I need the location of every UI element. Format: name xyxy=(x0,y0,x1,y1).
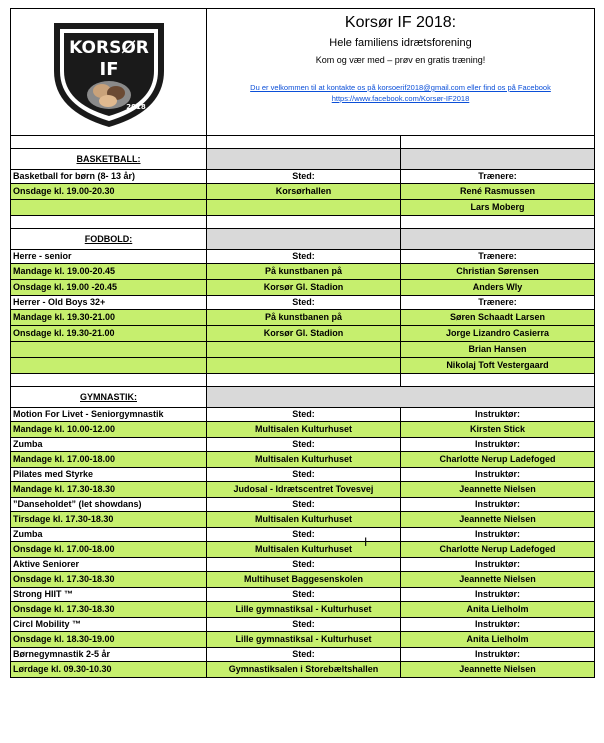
schedule-place: På kunstbanen på xyxy=(207,310,401,326)
header-text-cell xyxy=(207,9,595,136)
schedule-row xyxy=(11,662,595,678)
place-header: Sted: xyxy=(207,170,401,184)
schedule-place: Lille gymnastiksal - Kulturhuset xyxy=(207,602,401,618)
coach-name: Brian Hansen xyxy=(401,342,595,358)
place-header: Sted: xyxy=(207,528,401,542)
section-title: GYMNASTIK: xyxy=(11,387,207,408)
group-row xyxy=(11,408,595,422)
schedule-place: Multisalen Kulturhuset xyxy=(207,452,401,468)
schedule-time: Onsdage kl. 17.00-18.00 xyxy=(11,542,207,558)
schedule-row xyxy=(11,572,595,588)
group-name: Circl Mobility ™ xyxy=(11,618,207,632)
section-fodbold xyxy=(11,229,595,250)
schedule-row xyxy=(11,264,595,280)
schedule-row xyxy=(11,200,595,216)
instructor-header: Instruktør: xyxy=(401,498,595,512)
text-cursor-icon: I xyxy=(364,535,368,549)
schedule-time: Mandage kl. 19.00-20.45 xyxy=(11,264,207,280)
instructor-name: Charlotte Nerup Ladefoged xyxy=(401,542,595,558)
group-name: Motion For Livet - Seniorgymnastik xyxy=(11,408,207,422)
instructor-header: Instruktør: xyxy=(401,528,595,542)
place-header: Sted: xyxy=(207,588,401,602)
instructor-header: Instruktør: xyxy=(401,588,595,602)
schedule-row xyxy=(11,280,595,296)
schedule-place: Multisalen Kulturhuset xyxy=(207,542,401,558)
place-header: Sted: xyxy=(207,438,401,452)
schedule-row xyxy=(11,184,595,200)
group-row xyxy=(11,468,595,482)
group-row xyxy=(11,296,595,310)
group-row xyxy=(11,498,595,512)
gymnastik-rows xyxy=(11,408,595,678)
group-name: Herre - senior xyxy=(11,250,207,264)
schedule-place: Korsørhallen xyxy=(207,184,401,200)
instructor-name: Jeannette Nielsen xyxy=(401,512,595,528)
schedule-place: På kunstbanen på xyxy=(207,264,401,280)
contact-link[interactable]: Du er velkommen til at kontakte os på korsoerif2018@gmail.com eller find os på Facebook xyxy=(250,83,551,92)
group-name: Aktive Seniorer xyxy=(11,558,207,572)
section-title: BASKETBALL: xyxy=(11,149,207,170)
schedule-row xyxy=(11,422,595,438)
group-row xyxy=(11,558,595,572)
schedule-time: Onsdage kl. 18.30-19.00 xyxy=(11,632,207,648)
group-row xyxy=(11,250,595,264)
group-name: Børnegymnastik 2-5 år xyxy=(11,648,207,662)
group-name: Pilates med Styrke xyxy=(11,468,207,482)
coach-name: Anders Wly xyxy=(401,280,595,296)
schedule-row xyxy=(11,542,595,558)
group-name: Herrer - Old Boys 32+ xyxy=(11,296,207,310)
logo-text-bottom: IF xyxy=(99,58,118,80)
instructor-name: Anita Lielholm xyxy=(401,602,595,618)
schedule-place: Gymnastiksalen i Storebæltshallen xyxy=(207,662,401,678)
place-header: Sted: xyxy=(207,648,401,662)
group-row xyxy=(11,438,595,452)
schedule-place: Multisalen Kulturhuset xyxy=(207,422,401,438)
page-title: Korsør IF 2018: xyxy=(344,14,457,31)
instructor-name: Jeannette Nielsen xyxy=(401,572,595,588)
schedule-time: Onsdage kl. 19.30-21.00 xyxy=(11,326,207,342)
instructor-name: Charlotte Nerup Ladefoged xyxy=(401,452,595,468)
instructor-name: Jeannette Nielsen xyxy=(401,482,595,498)
instructor-header: Instruktør: xyxy=(401,618,595,632)
group-row xyxy=(11,528,595,542)
group-name: Zumba xyxy=(11,528,207,542)
instructor-header: Instruktør: xyxy=(401,438,595,452)
instructor-name: Jeannette Nielsen xyxy=(401,662,595,678)
coach-name: René Rasmussen xyxy=(401,184,595,200)
group-name: Zumba xyxy=(11,438,207,452)
coach-name: Nikolaj Toft Vestergaard xyxy=(401,358,595,374)
schedule-row xyxy=(11,310,595,326)
place-header: Sted: xyxy=(207,296,401,310)
spacer-row xyxy=(11,374,595,387)
logo-year: 2018 xyxy=(125,102,146,111)
logo-text-top: KORSØR xyxy=(68,37,149,58)
schedule-place: Judosal - Idrætscentret Tovesvej xyxy=(207,482,401,498)
group-name: Basketball for børn (8- 13 år) xyxy=(11,170,207,184)
coach-header: Trænere: xyxy=(401,296,595,310)
group-row xyxy=(11,618,595,632)
spacer-row xyxy=(11,136,595,149)
schedule-time: Onsdage kl. 17.30-18.30 xyxy=(11,602,207,618)
group-name: ”Danseholdet” (let showdans) xyxy=(11,498,207,512)
schedule-place: Multisalen Kulturhuset xyxy=(207,512,401,528)
schedule-row xyxy=(11,632,595,648)
instructor-header: Instruktør: xyxy=(401,648,595,662)
schedule-time: Mandage kl. 17.30-18.30 xyxy=(11,482,207,498)
group-row xyxy=(11,170,595,184)
schedule-row xyxy=(11,342,595,358)
schedule-row xyxy=(11,326,595,342)
club-logo xyxy=(44,11,174,131)
schedule-row xyxy=(11,358,595,374)
place-header: Sted: xyxy=(207,558,401,572)
place-header: Sted: xyxy=(207,618,401,632)
schedule-time: Mandage kl. 19.30-21.00 xyxy=(11,310,207,326)
coach-name: Jorge Lizandro Casierra xyxy=(401,326,595,342)
coach-name: Søren Schaadt Larsen xyxy=(401,310,595,326)
schedule-row xyxy=(11,512,595,528)
schedule-place: Korsør Gl. Stadion xyxy=(207,280,401,296)
instructor-header: Instruktør: xyxy=(401,558,595,572)
schedule-row xyxy=(11,452,595,468)
schedule-time: Mandage kl. 10.00-12.00 xyxy=(11,422,207,438)
schedule-time: Onsdage kl. 19.00 -20.45 xyxy=(11,280,207,296)
group-row xyxy=(11,588,595,602)
facebook-link[interactable]: https://www.facebook.com/Korsør-IF2018 xyxy=(331,94,470,103)
instructor-name: Kirsten Stick xyxy=(401,422,595,438)
schedule-row xyxy=(11,482,595,498)
place-header: Sted: xyxy=(207,408,401,422)
schedule-place: Multihuset Baggesenskolen xyxy=(207,572,401,588)
page-slogan: Kom og vær med – prøv en gratis træning! xyxy=(315,55,486,65)
coach-name: Christian Sørensen xyxy=(401,264,595,280)
page-subtitle: Hele familiens idrætsforening xyxy=(329,37,472,49)
group-row xyxy=(11,648,595,662)
schedule-time: Onsdage kl. 17.30-18.30 xyxy=(11,572,207,588)
schedule-time: Lørdage kl. 09.30-10.30 xyxy=(11,662,207,678)
instructor-header: Instruktør: xyxy=(401,408,595,422)
schedule-row xyxy=(11,602,595,618)
place-header: Sted: xyxy=(207,468,401,482)
section-basketball xyxy=(11,149,595,170)
place-header: Sted: xyxy=(207,250,401,264)
section-title: FODBOLD: xyxy=(11,229,207,250)
section-gymnastik xyxy=(11,387,595,408)
coach-header: Trænere: xyxy=(401,250,595,264)
instructor-name: Anita Lielholm xyxy=(401,632,595,648)
coach-header: Trænere: xyxy=(401,170,595,184)
logo-cell xyxy=(11,9,207,136)
group-name: Strong HIIT ™ xyxy=(11,588,207,602)
schedule-time: Mandage kl. 17.00-18.00 xyxy=(11,452,207,468)
schedule-place: Lille gymnastiksal - Kulturhuset xyxy=(207,632,401,648)
place-header: Sted: xyxy=(207,498,401,512)
schedule-sheet xyxy=(10,8,595,678)
coach-name: Lars Moberg xyxy=(401,200,595,216)
schedule-time: Onsdage kl. 19.00-20.30 xyxy=(11,184,207,200)
schedule-time: Tirsdage kl. 17.30-18.30 xyxy=(11,512,207,528)
instructor-header: Instruktør: xyxy=(401,468,595,482)
schedule-place: Korsør Gl. Stadion xyxy=(207,326,401,342)
spacer-row xyxy=(11,216,595,229)
header-row xyxy=(11,9,595,136)
